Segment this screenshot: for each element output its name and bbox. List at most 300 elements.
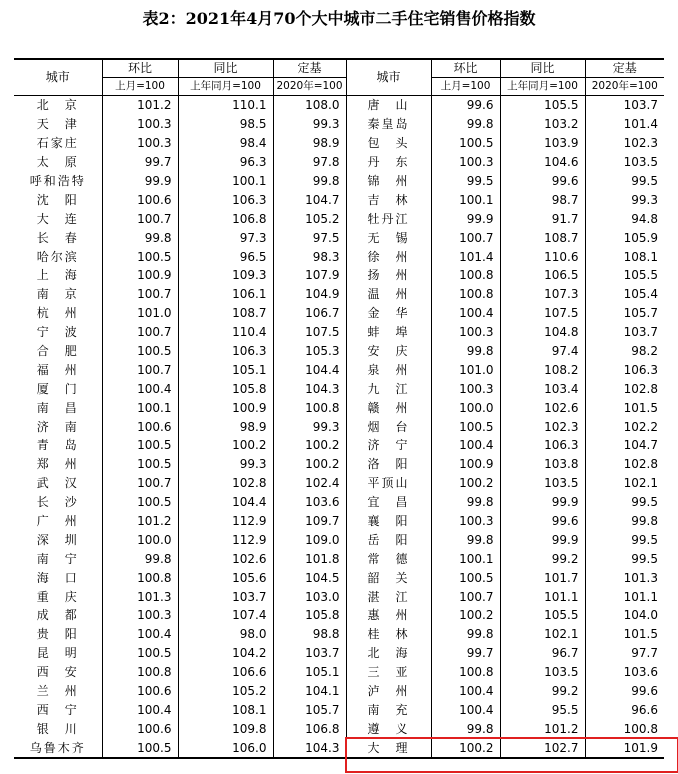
right-value-cell: 96.6 <box>585 701 664 720</box>
left-city-cell: 成 都 <box>36 608 79 623</box>
right-value-cell: 94.8 <box>585 209 664 228</box>
right-value-cell: 100.3 <box>431 379 500 398</box>
right-value-cell: 99.5 <box>431 172 500 191</box>
left-value-cell: 106.8 <box>178 209 273 228</box>
right-value-cell: 99.8 <box>431 625 500 644</box>
table-row <box>14 474 664 493</box>
left-city-cell: 上 海 <box>36 268 79 283</box>
left-value-cell: 112.9 <box>178 530 273 549</box>
left-value-cell: 109.7 <box>273 512 346 531</box>
right-value-cell: 99.9 <box>500 530 585 549</box>
left-city-cell: 银 川 <box>36 721 79 736</box>
table-row <box>14 304 664 323</box>
left-value-cell: 102.4 <box>273 474 346 493</box>
left-value-cell: 109.3 <box>178 266 273 285</box>
left-value-cell: 100.7 <box>102 474 178 493</box>
right-value-cell: 100.1 <box>431 549 500 568</box>
left-value-cell: 110.4 <box>178 323 273 342</box>
table-row <box>14 285 664 304</box>
left-value-cell: 104.3 <box>273 738 346 758</box>
right-value-cell: 103.4 <box>500 379 585 398</box>
left-city-cell: 海 口 <box>36 570 79 585</box>
table-row <box>14 530 664 549</box>
right-city-cell: 岳 阳 <box>346 530 431 549</box>
right-value-cell: 99.6 <box>431 96 500 115</box>
right-city-cell: 济 宁 <box>346 436 431 455</box>
subheader-mom-right: 上月=100 <box>431 78 500 96</box>
right-value-cell: 99.5 <box>585 493 664 512</box>
right-value-cell: 99.6 <box>585 682 664 701</box>
left-value-cell: 100.2 <box>273 436 346 455</box>
right-value-cell: 104.7 <box>585 436 664 455</box>
right-value-cell: 104.0 <box>585 606 664 625</box>
right-value-cell: 105.5 <box>500 96 585 115</box>
right-value-cell: 101.5 <box>585 625 664 644</box>
left-value-cell: 99.8 <box>102 228 178 247</box>
right-value-cell: 99.8 <box>431 530 500 549</box>
right-value-cell: 100.5 <box>431 134 500 153</box>
left-value-cell: 98.5 <box>178 115 273 134</box>
right-value-cell: 100.5 <box>431 568 500 587</box>
table-body <box>14 96 664 759</box>
right-city-cell: 唐 山 <box>346 96 431 115</box>
right-value-cell: 100.7 <box>431 228 500 247</box>
left-value-cell: 100.4 <box>102 701 178 720</box>
left-value-cell: 100.1 <box>178 172 273 191</box>
left-value-cell: 106.8 <box>273 719 346 738</box>
right-value-cell: 103.2 <box>500 115 585 134</box>
left-value-cell: 98.9 <box>273 134 346 153</box>
header-city-right: 城市 <box>346 59 431 96</box>
left-city-cell: 郑 州 <box>36 457 79 472</box>
table-row <box>14 134 664 153</box>
left-value-cell: 101.2 <box>102 512 178 531</box>
right-value-cell: 98.7 <box>500 190 585 209</box>
left-value-cell: 97.8 <box>273 153 346 172</box>
table-row <box>14 342 664 361</box>
right-city-cell: 扬 州 <box>346 266 431 285</box>
right-value-cell: 103.5 <box>500 474 585 493</box>
right-value-cell: 101.4 <box>585 115 664 134</box>
right-city-cell: 泸 州 <box>346 682 431 701</box>
right-value-cell: 107.3 <box>500 285 585 304</box>
left-city-cell: 石家庄 <box>36 136 79 151</box>
left-value-cell: 100.5 <box>102 644 178 663</box>
left-value-cell: 106.3 <box>178 342 273 361</box>
table-row <box>14 398 664 417</box>
right-value-cell: 99.9 <box>431 209 500 228</box>
left-city-cell: 南 宁 <box>36 551 79 566</box>
table-row <box>14 644 664 663</box>
right-value-cell: 101.9 <box>585 738 664 758</box>
left-value-cell: 107.9 <box>273 266 346 285</box>
right-city-cell: 徐 州 <box>346 247 431 266</box>
right-value-cell: 100.4 <box>431 701 500 720</box>
right-city-cell: 湛 江 <box>346 587 431 606</box>
table-row <box>14 247 664 266</box>
right-city-cell: 包 头 <box>346 134 431 153</box>
left-city-cell: 合 肥 <box>36 344 79 359</box>
right-value-cell: 105.5 <box>500 606 585 625</box>
left-value-cell: 104.4 <box>178 493 273 512</box>
right-value-cell: 106.5 <box>500 266 585 285</box>
left-value-cell: 104.7 <box>273 190 346 209</box>
left-value-cell: 105.8 <box>273 606 346 625</box>
left-value-cell: 105.2 <box>178 682 273 701</box>
right-value-cell: 105.5 <box>585 266 664 285</box>
left-city-cell: 长 沙 <box>36 495 79 510</box>
right-city-cell: 锦 州 <box>346 172 431 191</box>
right-city-cell: 大 理 <box>346 738 431 758</box>
right-city-cell: 遵 义 <box>346 719 431 738</box>
header-row <box>14 59 664 78</box>
right-value-cell: 100.1 <box>431 190 500 209</box>
right-value-cell: 101.3 <box>585 568 664 587</box>
left-value-cell: 100.9 <box>102 266 178 285</box>
left-city-cell: 呼和浩特 <box>29 174 86 188</box>
right-value-cell: 103.7 <box>585 96 664 115</box>
left-value-cell: 105.3 <box>273 342 346 361</box>
left-city-cell: 青 岛 <box>36 438 79 453</box>
right-value-cell: 102.6 <box>500 398 585 417</box>
right-city-cell: 北 海 <box>346 644 431 663</box>
left-value-cell: 103.7 <box>178 587 273 606</box>
left-value-cell: 98.4 <box>178 134 273 153</box>
left-city-cell: 兰 州 <box>36 684 79 699</box>
right-value-cell: 101.5 <box>585 398 664 417</box>
left-value-cell: 100.5 <box>102 738 178 758</box>
right-city-cell: 赣 州 <box>346 398 431 417</box>
left-value-cell: 101.3 <box>102 587 178 606</box>
left-city-cell: 太 原 <box>36 155 79 170</box>
table-row <box>14 682 664 701</box>
right-city-cell: 蚌 埠 <box>346 323 431 342</box>
right-value-cell: 99.9 <box>500 493 585 512</box>
left-city-cell: 北 京 <box>36 98 79 113</box>
right-city-cell: 常 德 <box>346 549 431 568</box>
right-value-cell: 100.4 <box>431 304 500 323</box>
right-city-cell: 温 州 <box>346 285 431 304</box>
table-row <box>14 587 664 606</box>
left-value-cell: 99.8 <box>273 172 346 191</box>
subheader-row <box>14 78 664 96</box>
left-value-cell: 99.7 <box>102 153 178 172</box>
left-city-cell: 西 宁 <box>36 702 79 717</box>
right-value-cell: 102.7 <box>500 738 585 758</box>
left-value-cell: 100.8 <box>102 568 178 587</box>
left-city-cell: 济 南 <box>36 419 79 434</box>
left-value-cell: 96.5 <box>178 247 273 266</box>
right-city-cell: 安 庆 <box>346 342 431 361</box>
table-row <box>14 606 664 625</box>
right-value-cell: 101.2 <box>500 719 585 738</box>
left-city-cell: 南 京 <box>36 287 79 302</box>
table-row <box>14 153 664 172</box>
left-value-cell: 99.8 <box>102 549 178 568</box>
right-value-cell: 101.4 <box>431 247 500 266</box>
table-row <box>14 493 664 512</box>
left-value-cell: 103.0 <box>273 587 346 606</box>
right-value-cell: 110.6 <box>500 247 585 266</box>
left-value-cell: 108.1 <box>178 701 273 720</box>
table-row <box>14 115 664 134</box>
right-value-cell: 99.2 <box>500 682 585 701</box>
right-value-cell: 102.8 <box>585 455 664 474</box>
left-value-cell: 98.3 <box>273 247 346 266</box>
right-city-cell: 三 亚 <box>346 663 431 682</box>
left-value-cell: 105.1 <box>273 663 346 682</box>
table-row <box>14 172 664 191</box>
right-value-cell: 103.7 <box>585 323 664 342</box>
right-value-cell: 95.5 <box>500 701 585 720</box>
left-value-cell: 99.3 <box>273 417 346 436</box>
table-row <box>14 417 664 436</box>
left-value-cell: 105.2 <box>273 209 346 228</box>
left-city-cell: 南 昌 <box>36 400 79 415</box>
left-value-cell: 101.0 <box>102 304 178 323</box>
right-city-cell: 金 华 <box>346 304 431 323</box>
right-value-cell: 99.8 <box>585 512 664 531</box>
right-value-cell: 100.2 <box>431 606 500 625</box>
left-city-cell: 武 汉 <box>36 476 79 491</box>
right-value-cell: 103.5 <box>585 153 664 172</box>
left-value-cell: 104.4 <box>273 360 346 379</box>
right-value-cell: 100.3 <box>431 323 500 342</box>
left-value-cell: 104.2 <box>178 644 273 663</box>
right-value-cell: 105.7 <box>585 304 664 323</box>
right-value-cell: 99.5 <box>585 549 664 568</box>
left-city-cell: 宁 波 <box>36 325 79 340</box>
right-value-cell: 102.3 <box>585 134 664 153</box>
left-value-cell: 100.7 <box>102 360 178 379</box>
left-city-cell: 厦 门 <box>36 381 79 396</box>
right-value-cell: 97.4 <box>500 342 585 361</box>
right-value-cell: 108.1 <box>585 247 664 266</box>
left-value-cell: 98.8 <box>273 625 346 644</box>
table-row <box>14 209 664 228</box>
left-value-cell: 109.8 <box>178 719 273 738</box>
right-value-cell: 100.8 <box>431 266 500 285</box>
price-index-table <box>14 58 664 759</box>
table-row <box>14 436 664 455</box>
subheader-base-right: 2020年=100 <box>585 78 664 96</box>
left-value-cell: 100.5 <box>102 247 178 266</box>
table-row <box>14 625 664 644</box>
table-row <box>14 701 664 720</box>
left-value-cell: 103.7 <box>273 644 346 663</box>
right-value-cell: 106.3 <box>585 360 664 379</box>
left-value-cell: 100.2 <box>273 455 346 474</box>
left-value-cell: 98.0 <box>178 625 273 644</box>
left-city-cell: 重 庆 <box>36 589 79 604</box>
left-city-cell: 昆 明 <box>36 646 79 661</box>
left-value-cell: 105.6 <box>178 568 273 587</box>
left-value-cell: 105.7 <box>273 701 346 720</box>
table-row <box>14 190 664 209</box>
right-value-cell: 96.7 <box>500 644 585 663</box>
right-value-cell: 102.8 <box>585 379 664 398</box>
left-value-cell: 100.8 <box>273 398 346 417</box>
right-city-cell: 襄 阳 <box>346 512 431 531</box>
right-value-cell: 100.5 <box>431 417 500 436</box>
right-value-cell: 103.9 <box>500 134 585 153</box>
right-city-cell: 丹 东 <box>346 153 431 172</box>
right-value-cell: 100.8 <box>585 719 664 738</box>
left-value-cell: 100.1 <box>102 398 178 417</box>
left-city-cell: 贵 阳 <box>36 627 79 642</box>
left-city-cell: 深 圳 <box>36 532 79 547</box>
left-value-cell: 106.6 <box>178 663 273 682</box>
table-row <box>14 512 664 531</box>
left-value-cell: 99.3 <box>273 115 346 134</box>
right-city-cell: 桂 林 <box>346 625 431 644</box>
left-city-cell: 西 安 <box>36 665 79 680</box>
right-value-cell: 105.4 <box>585 285 664 304</box>
table-title: 表2：2021年4月70个大中城市二手住宅销售价格指数 <box>142 9 536 28</box>
right-value-cell: 99.8 <box>431 342 500 361</box>
right-city-cell: 平顶山 <box>346 474 431 493</box>
right-value-cell: 100.0 <box>431 398 500 417</box>
left-value-cell: 97.3 <box>178 228 273 247</box>
table-row <box>14 379 664 398</box>
right-value-cell: 105.9 <box>585 228 664 247</box>
right-value-cell: 100.4 <box>431 436 500 455</box>
table-row <box>14 96 664 115</box>
left-value-cell: 100.4 <box>102 379 178 398</box>
left-value-cell: 96.3 <box>178 153 273 172</box>
left-value-cell: 104.1 <box>273 682 346 701</box>
left-value-cell: 100.0 <box>102 530 178 549</box>
header-yoy: 同比 <box>178 59 273 78</box>
subheader-mom: 上月=100 <box>102 78 178 96</box>
left-value-cell: 103.6 <box>273 493 346 512</box>
left-value-cell: 100.6 <box>102 417 178 436</box>
right-city-cell: 惠 州 <box>346 606 431 625</box>
right-city-cell: 九 江 <box>346 379 431 398</box>
left-value-cell: 107.4 <box>178 606 273 625</box>
right-city-cell: 韶 关 <box>346 568 431 587</box>
left-city-cell: 长 春 <box>36 230 79 245</box>
left-city-cell: 杭 州 <box>36 306 79 321</box>
right-value-cell: 102.1 <box>500 625 585 644</box>
subheader-yoy: 上年同月=100 <box>178 78 273 96</box>
subheader-yoy-right: 上年同月=100 <box>500 78 585 96</box>
subheader-base: 2020年=100 <box>273 78 346 96</box>
left-value-cell: 108.0 <box>273 96 346 115</box>
left-value-cell: 100.6 <box>102 682 178 701</box>
left-value-cell: 99.3 <box>178 455 273 474</box>
right-value-cell: 101.0 <box>431 360 500 379</box>
left-value-cell: 100.3 <box>102 606 178 625</box>
right-value-cell: 103.5 <box>500 663 585 682</box>
right-value-cell: 91.7 <box>500 209 585 228</box>
left-value-cell: 100.3 <box>102 115 178 134</box>
right-city-cell: 宜 昌 <box>346 493 431 512</box>
left-value-cell: 107.5 <box>273 323 346 342</box>
right-value-cell: 106.3 <box>500 436 585 455</box>
table-row <box>14 360 664 379</box>
left-value-cell: 100.6 <box>102 719 178 738</box>
table-row <box>14 663 664 682</box>
right-value-cell: 100.9 <box>431 455 500 474</box>
right-value-cell: 99.8 <box>431 719 500 738</box>
right-value-cell: 99.8 <box>431 493 500 512</box>
left-city-cell: 广 州 <box>36 514 79 529</box>
left-value-cell: 106.1 <box>178 285 273 304</box>
header-yoy-right: 同比 <box>500 59 585 78</box>
right-value-cell: 99.5 <box>585 530 664 549</box>
left-value-cell: 101.8 <box>273 549 346 568</box>
left-value-cell: 100.6 <box>102 190 178 209</box>
right-value-cell: 99.6 <box>500 512 585 531</box>
left-value-cell: 106.0 <box>178 738 273 758</box>
left-value-cell: 100.5 <box>102 493 178 512</box>
left-city-cell: 天 津 <box>36 117 79 132</box>
right-city-cell: 吉 林 <box>346 190 431 209</box>
table-row <box>14 719 664 738</box>
right-value-cell: 101.7 <box>500 568 585 587</box>
right-value-cell: 100.3 <box>431 512 500 531</box>
header-base-right: 定基 <box>585 59 664 78</box>
table-row <box>14 568 664 587</box>
right-value-cell: 100.4 <box>431 682 500 701</box>
table-row <box>14 455 664 474</box>
left-city-cell: 哈尔滨 <box>36 249 79 264</box>
left-value-cell: 108.7 <box>178 304 273 323</box>
header-city: 城市 <box>14 59 102 96</box>
left-value-cell: 100.8 <box>102 663 178 682</box>
right-value-cell: 98.2 <box>585 342 664 361</box>
table-row <box>14 266 664 285</box>
right-value-cell: 100.2 <box>431 474 500 493</box>
right-city-cell: 泉 州 <box>346 360 431 379</box>
left-value-cell: 112.9 <box>178 512 273 531</box>
right-value-cell: 99.5 <box>585 172 664 191</box>
left-value-cell: 104.5 <box>273 568 346 587</box>
table-row <box>14 228 664 247</box>
left-value-cell: 100.7 <box>102 323 178 342</box>
left-value-cell: 102.8 <box>178 474 273 493</box>
left-value-cell: 105.1 <box>178 360 273 379</box>
right-city-cell: 烟 台 <box>346 417 431 436</box>
right-value-cell: 104.8 <box>500 323 585 342</box>
right-value-cell: 101.1 <box>500 587 585 606</box>
right-value-cell: 102.2 <box>585 417 664 436</box>
table-row <box>14 549 664 568</box>
left-city-cell: 福 州 <box>36 362 79 377</box>
right-value-cell: 100.8 <box>431 663 500 682</box>
left-value-cell: 110.1 <box>178 96 273 115</box>
right-value-cell: 104.6 <box>500 153 585 172</box>
right-value-cell: 99.8 <box>431 115 500 134</box>
left-value-cell: 100.5 <box>102 436 178 455</box>
right-city-cell: 南 充 <box>346 701 431 720</box>
right-value-cell: 102.1 <box>585 474 664 493</box>
right-value-cell: 103.6 <box>585 663 664 682</box>
right-value-cell: 99.2 <box>500 549 585 568</box>
right-value-cell: 100.2 <box>431 738 500 758</box>
left-value-cell: 100.7 <box>102 209 178 228</box>
left-value-cell: 104.3 <box>273 379 346 398</box>
right-value-cell: 108.2 <box>500 360 585 379</box>
left-value-cell: 100.3 <box>102 134 178 153</box>
right-value-cell: 101.1 <box>585 587 664 606</box>
highlight-box <box>345 737 678 773</box>
left-city-cell: 沈 阳 <box>36 192 79 207</box>
right-value-cell: 100.8 <box>431 285 500 304</box>
left-value-cell: 101.2 <box>102 96 178 115</box>
left-value-cell: 100.4 <box>102 625 178 644</box>
